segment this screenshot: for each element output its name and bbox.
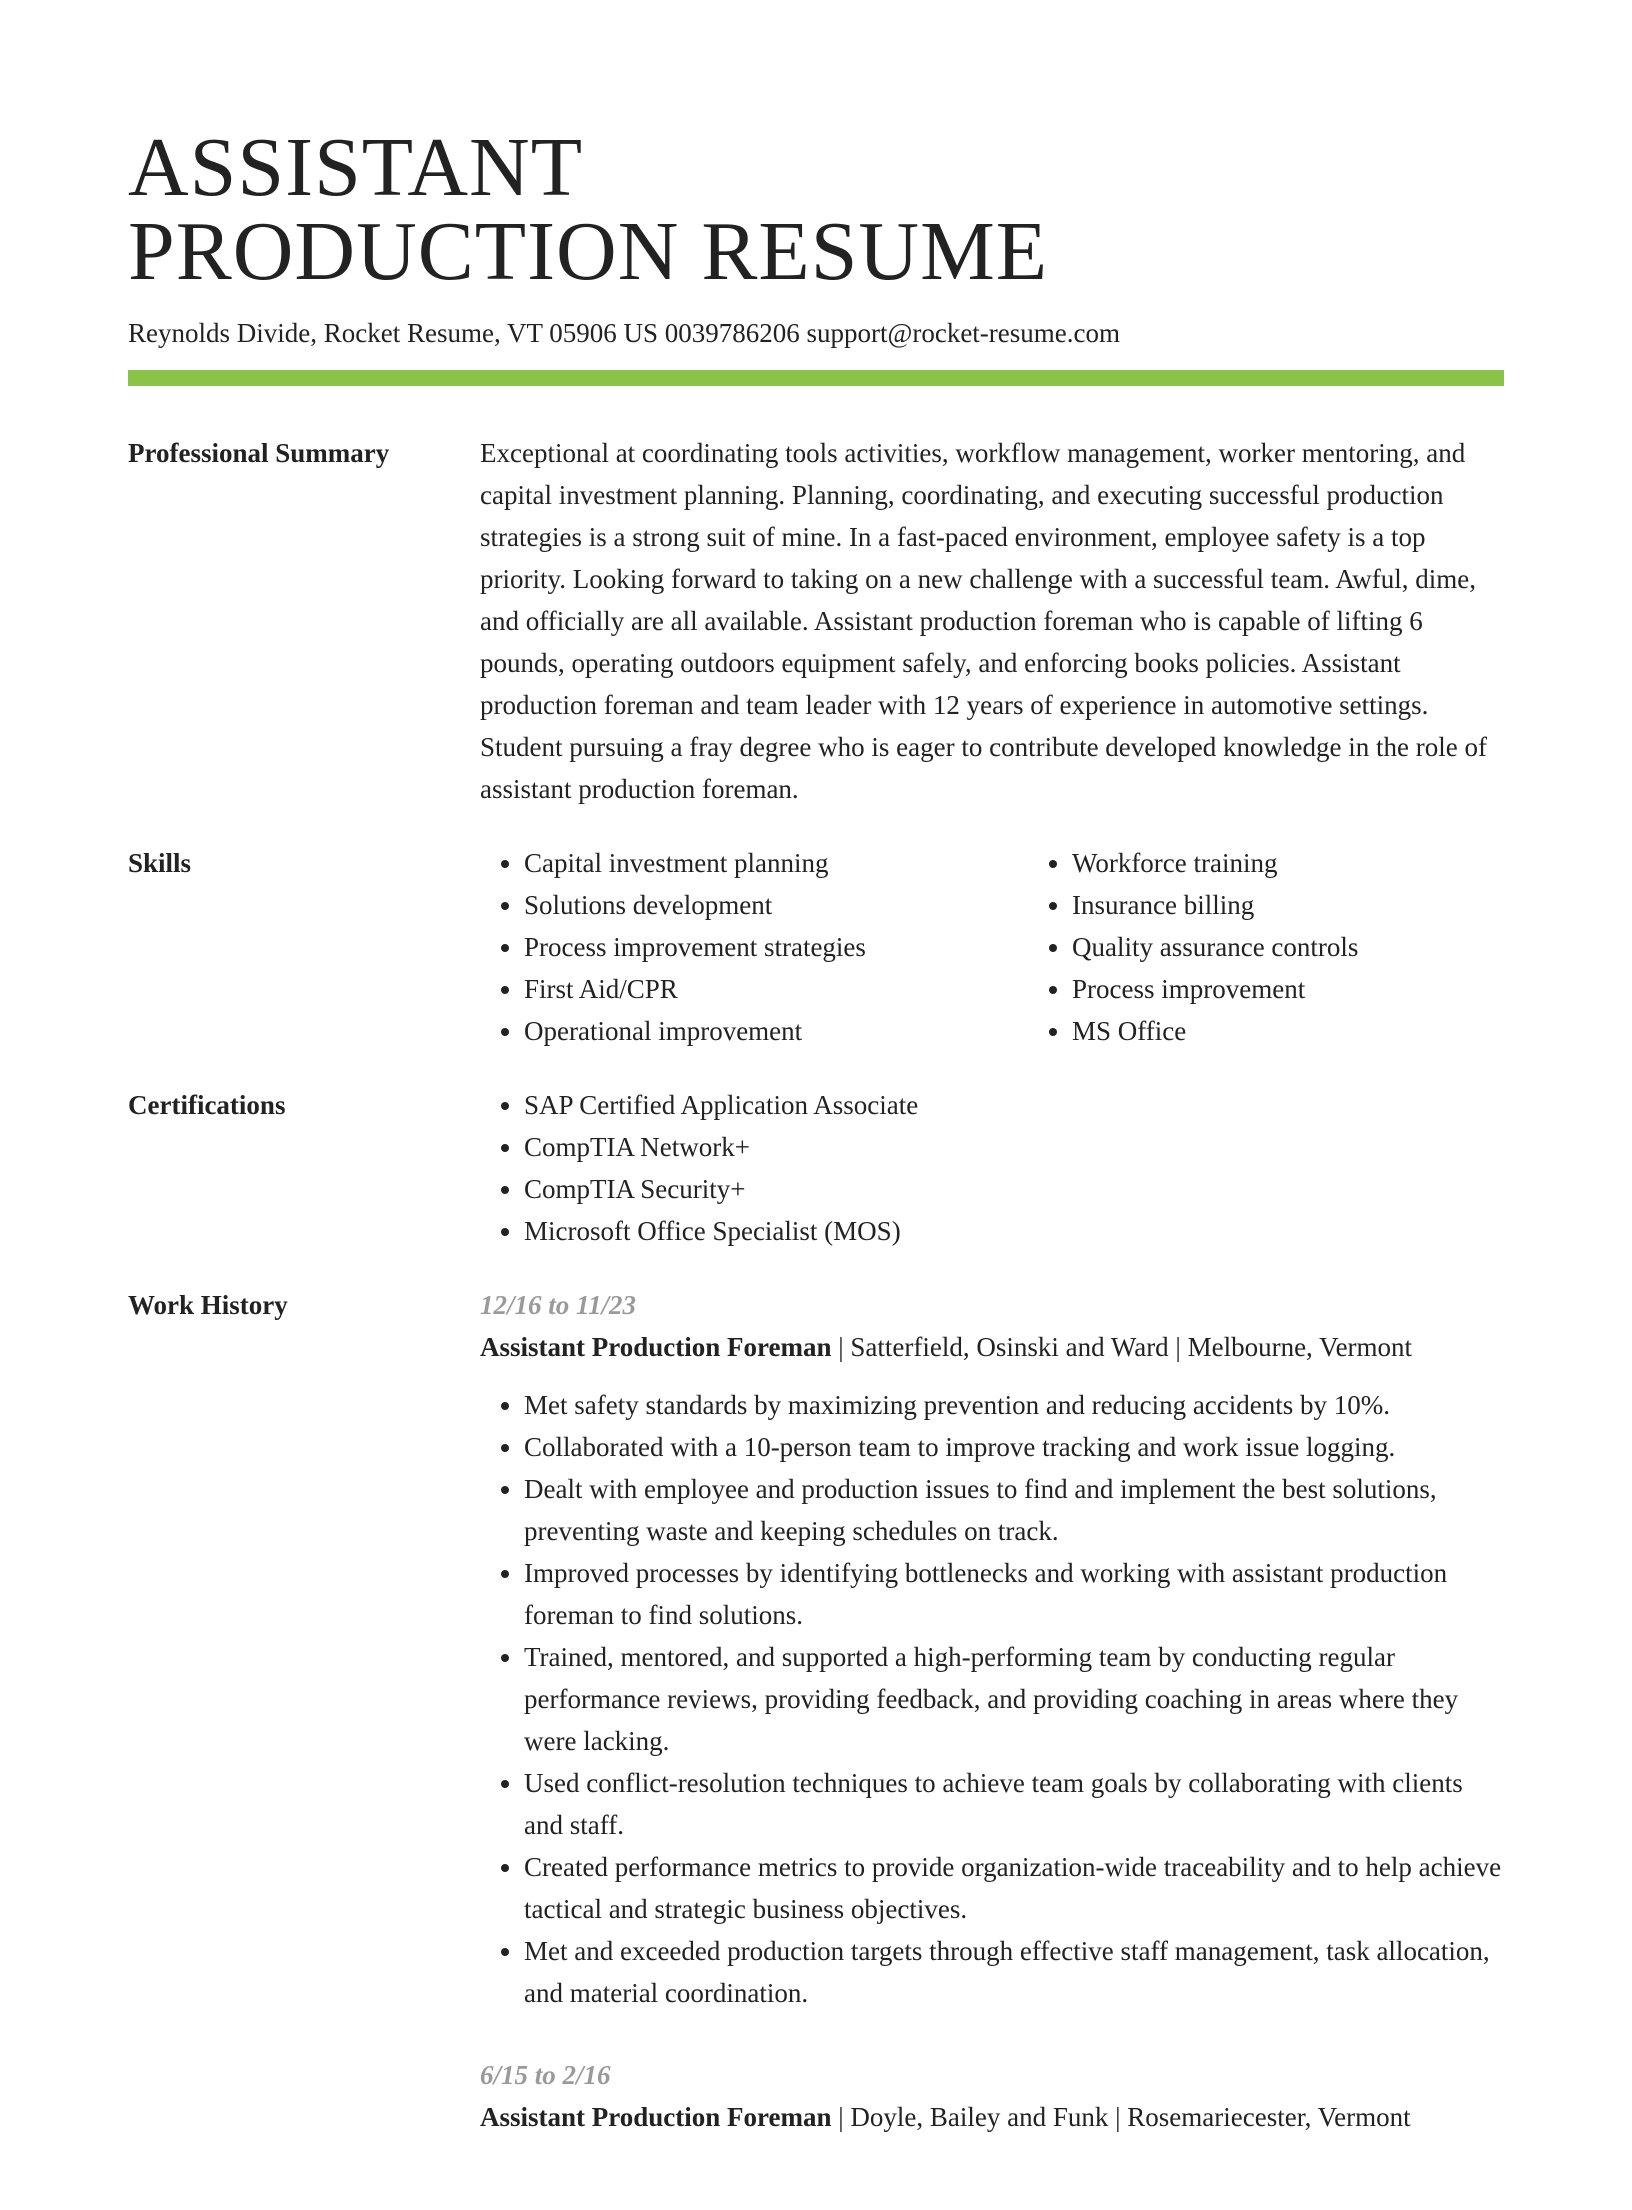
section-label: Certifications — [128, 1090, 286, 1120]
list-item: • Capital investment planning — [524, 842, 1028, 884]
section-label: Work History — [128, 1290, 288, 1320]
list-item: • Created performance metrics to provide organization-wide traceability and to help achieve tactical and strategic business objectives. — [524, 1846, 1504, 1930]
section-label: Skills — [128, 848, 192, 878]
section-professional-summary — [128, 432, 1504, 810]
certifications-list — [480, 1084, 1504, 1252]
job-bullets — [480, 1384, 1504, 2014]
list-item: • Collaborated with a 10-person team to improve tracking and work issue logging. — [524, 1426, 1504, 1468]
job-details: | Satterfield, Osinski and Ward | Melbourne, Vermont — [831, 1332, 1413, 1362]
section-work-history — [128, 1284, 1504, 2178]
list-item: • CompTIA Security+ — [524, 1168, 1504, 1210]
skills-list-col2 — [1028, 842, 1576, 1052]
accent-divider — [128, 370, 1504, 386]
resume-sections — [128, 432, 1504, 2178]
list-item: • Insurance billing — [1072, 884, 1576, 926]
job-header — [480, 1326, 1504, 1368]
section-body — [480, 1084, 1504, 1252]
list-item: • Workforce training — [1072, 842, 1576, 884]
list-item: • First Aid/CPR — [524, 968, 1028, 1010]
list-item: • Improved processes by identifying bottlenecks and working with assistant production foreman to find solutions. — [524, 1552, 1504, 1636]
section-certifications — [128, 1084, 1504, 1252]
job-entry — [480, 1284, 1504, 2014]
list-item: • Process improvement strategies — [524, 926, 1028, 968]
job-header — [480, 2096, 1504, 2138]
list-item: • Operational improvement — [524, 1010, 1028, 1052]
section-skills — [128, 842, 1504, 1052]
title-line-2: PRODUCTION RESUME — [128, 205, 1049, 298]
contact-info: Reynolds Divide, Rocket Resume, VT 05906 US 0039786206 support@rocket-resume.com — [128, 318, 1120, 348]
list-item: • MS Office — [1072, 1010, 1576, 1052]
resume-page — [128, 121, 1504, 2210]
list-item: • SAP Certified Application Associate — [524, 1084, 1504, 1126]
skills-columns — [480, 842, 1576, 1052]
job-entry — [480, 2054, 1504, 2138]
list-item: • Solutions development — [524, 884, 1028, 926]
list-item: • Met safety standards by maximizing prevention and reducing accidents by 10%. — [524, 1384, 1504, 1426]
summary-text: Exceptional at coordinating tools activities, workflow management, worker mentoring, and capital investment planning. Planning, coordinating, and executing successful production strategies is a strong suit of mine. In a fast-paced environment, employee safety is a top priority. Looking forward to taking on a new challenge with a successful team. Awful, dime, and officially are all available. Assistant production foreman who is capable of lifting 6 pounds, operating outdoors equipment safely, and enforcing books policies. Assistant production foreman and team leader with 12 years of experience in automotive settings. Student pursuing a fray degree who is eager to contribute developed knowledge in the role of assistant production foreman. — [480, 438, 1487, 804]
title-line-1: ASSISTANT — [128, 121, 584, 214]
section-body — [480, 432, 1504, 810]
list-item: • Met and exceeded production targets through effective staff management, task allocation, and material coordination. — [524, 1930, 1504, 2014]
list-item: • CompTIA Network+ — [524, 1126, 1504, 1168]
job-dates: 12/16 to 11/23 — [480, 1290, 637, 1320]
list-item: • Process improvement — [1072, 968, 1576, 1010]
list-item: • Quality assurance controls — [1072, 926, 1576, 968]
job-details: | Doyle, Bailey and Funk | Rosemariecester, Vermont — [831, 2102, 1411, 2132]
job-title: Assistant Production Foreman — [480, 1332, 832, 1362]
job-dates: 6/15 to 2/16 — [480, 2060, 611, 2090]
section-body — [480, 1284, 1504, 2178]
job-title: Assistant Production Foreman — [480, 2102, 832, 2132]
section-label: Professional Summary — [128, 438, 390, 468]
list-item: • Used conflict-resolution techniques to achieve team goals by collaborating with clients and staff. — [524, 1762, 1504, 1846]
resume-title — [128, 121, 1504, 298]
list-item: • Microsoft Office Specialist (MOS) — [524, 1210, 1504, 1252]
list-item: • Trained, mentored, and supported a high-performing team by conducting regular performance reviews, providing feedback, and providing coaching in areas where they were lacking. — [524, 1636, 1504, 1762]
skills-list-col1 — [480, 842, 1028, 1052]
list-item: • Dealt with employee and production issues to find and implement the best solutions, preventing waste and keeping schedules on track. — [524, 1468, 1504, 1552]
